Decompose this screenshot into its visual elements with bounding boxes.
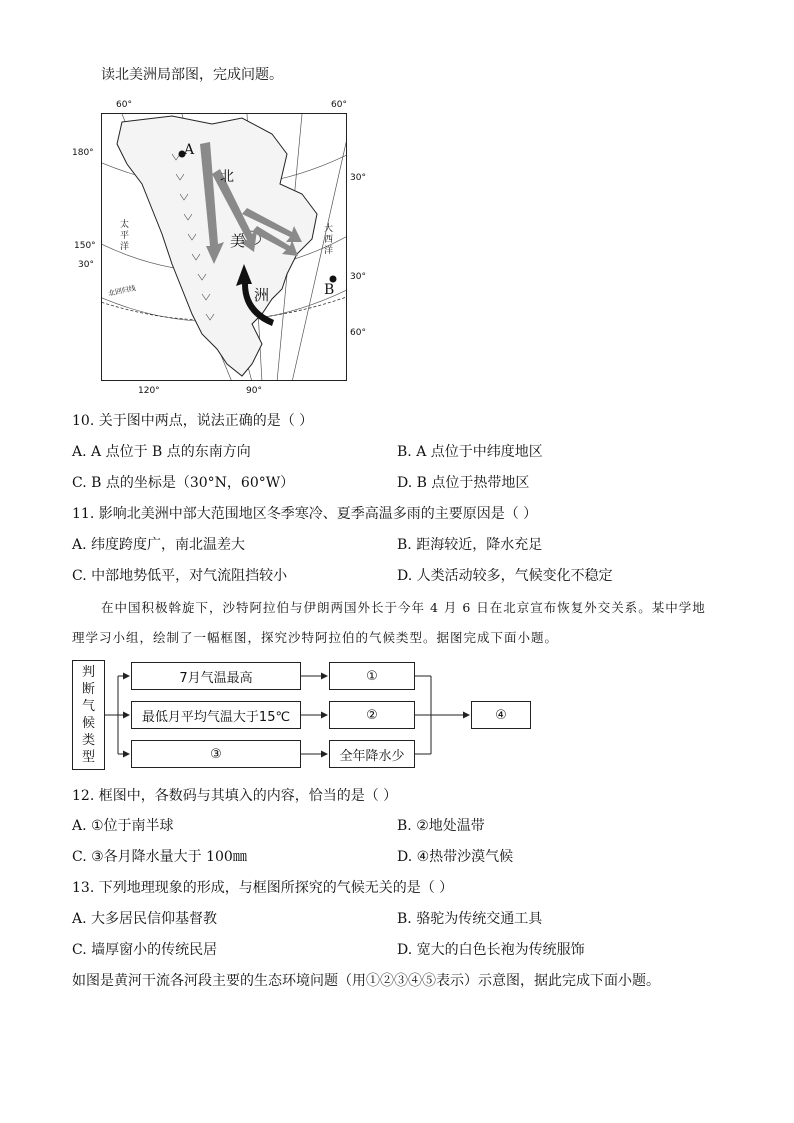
flow-side-char: 气 [81, 699, 95, 714]
flow-result: ④ [471, 701, 531, 729]
map-label-30-right: 30° [350, 272, 366, 282]
passage-saudi-line2: 理学习小组，绘制了一幅框图，探究沙特阿拉伯的气候类型。据图完成下面小题。 [72, 630, 559, 645]
map-label-zhou: 洲 [254, 286, 270, 304]
q12-option-a[interactable]: A. ①位于南半球 [72, 818, 174, 834]
map-point-b-label: B [324, 282, 335, 298]
map-label-bei: 北 [220, 169, 234, 185]
map-label-mei: 美 [230, 232, 246, 250]
q10-option-d[interactable]: D. B 点位于热带地区 [397, 475, 530, 491]
flow-side-char: 类 [81, 733, 95, 748]
map-point-a-label: A [184, 142, 195, 158]
flow-side-char: 候 [81, 716, 95, 731]
map-label-lon-60-left: 60° [116, 100, 132, 110]
q12-option-c[interactable]: C. ③各月降水量大于 100㎜ [72, 849, 247, 865]
q10-stem: 10. 关于图中两点，说法正确的是（ ） [72, 413, 314, 429]
map-label-lon-60-right: 60° [331, 100, 347, 110]
flow-row2-output: ② [329, 701, 415, 729]
map-label-pacific: 太平洋 [120, 220, 130, 252]
map-label-180: 180° [72, 148, 94, 158]
map-label-30-right-top: 30° [350, 173, 366, 183]
map-label-lon-120: 120° [138, 386, 160, 396]
q10-option-b[interactable]: B. A 点位于中纬度地区 [397, 444, 543, 460]
q13-option-d[interactable]: D. 宽大的白色长袍为传统服饰 [397, 942, 585, 958]
q11-option-c[interactable]: C. 中部地势低平，对气流阻挡较小 [72, 568, 288, 584]
map-label-60-right: 60° [350, 328, 366, 338]
q11-option-d[interactable]: D. 人类活动较多，气候变化不稳定 [397, 568, 613, 584]
q10-option-a[interactable]: A. A 点位于 B 点的东南方向 [72, 444, 251, 460]
q11-option-a[interactable]: A. 纬度跨度广，南北温差大 [72, 537, 246, 553]
map-label-150: 150° [74, 241, 96, 251]
flow-side-char: 断 [81, 682, 95, 697]
flow-side-char: 型 [81, 750, 95, 765]
map-label-lon-90: 90° [246, 386, 262, 396]
q13-option-c[interactable]: C. 墙厚窗小的传统民居 [72, 942, 218, 958]
flow-row2-condition: 最低月平均气温大于15℃ [131, 701, 301, 729]
passage-yellow-river: 如图是黄河干流各河段主要的生态环境问题（用①②③④⑤表示）示意图，据此完成下面小题。 [72, 973, 660, 989]
map-label-atlantic: 大西洋 [324, 224, 334, 256]
passage-saudi-line1: 在中国积极斡旋下，沙特阿拉伯与伊朗两国外长于今年 4 月 6 日在北京宣布恢复外交关系。某中学地 [101, 600, 706, 615]
q13-stem: 13. 下列地理现象的形成，与框图所探究的气候无关的是（ ） [72, 880, 454, 896]
q10-option-c[interactable]: C. B 点的坐标是（30°N，60°W） [72, 475, 295, 491]
q12-option-b[interactable]: B. ②地处温带 [397, 818, 485, 834]
intro-text: 读北美洲局部图，完成问题。 [101, 67, 283, 83]
flow-row1-condition: 7月气温最高 [131, 662, 301, 690]
flow-row3-condition: ③ [131, 740, 301, 768]
q12-option-d[interactable]: D. ④热带沙漠气候 [397, 849, 514, 865]
map-label-30-left: 30° [78, 260, 94, 270]
q12-stem: 12. 框图中，各数码与其填入的内容，恰当的是（ ） [72, 788, 398, 804]
flow-side-char: 判 [81, 665, 95, 680]
q11-option-b[interactable]: B. 距海较近，降水充足 [397, 537, 543, 553]
flow-row3-output: 全年降水少 [329, 740, 415, 768]
map-label-tropic: 北回归线 [107, 284, 137, 298]
q13-option-a[interactable]: A. 大多居民信仰基督教 [72, 911, 218, 927]
flow-row1-output: ① [329, 662, 415, 690]
q13-option-b[interactable]: B. 骆驼为传统交通工具 [397, 911, 543, 927]
q11-stem: 11. 影响北美洲中部大范围地区冬季寒冷、夏季高温多雨的主要原因是（ ） [72, 506, 538, 522]
